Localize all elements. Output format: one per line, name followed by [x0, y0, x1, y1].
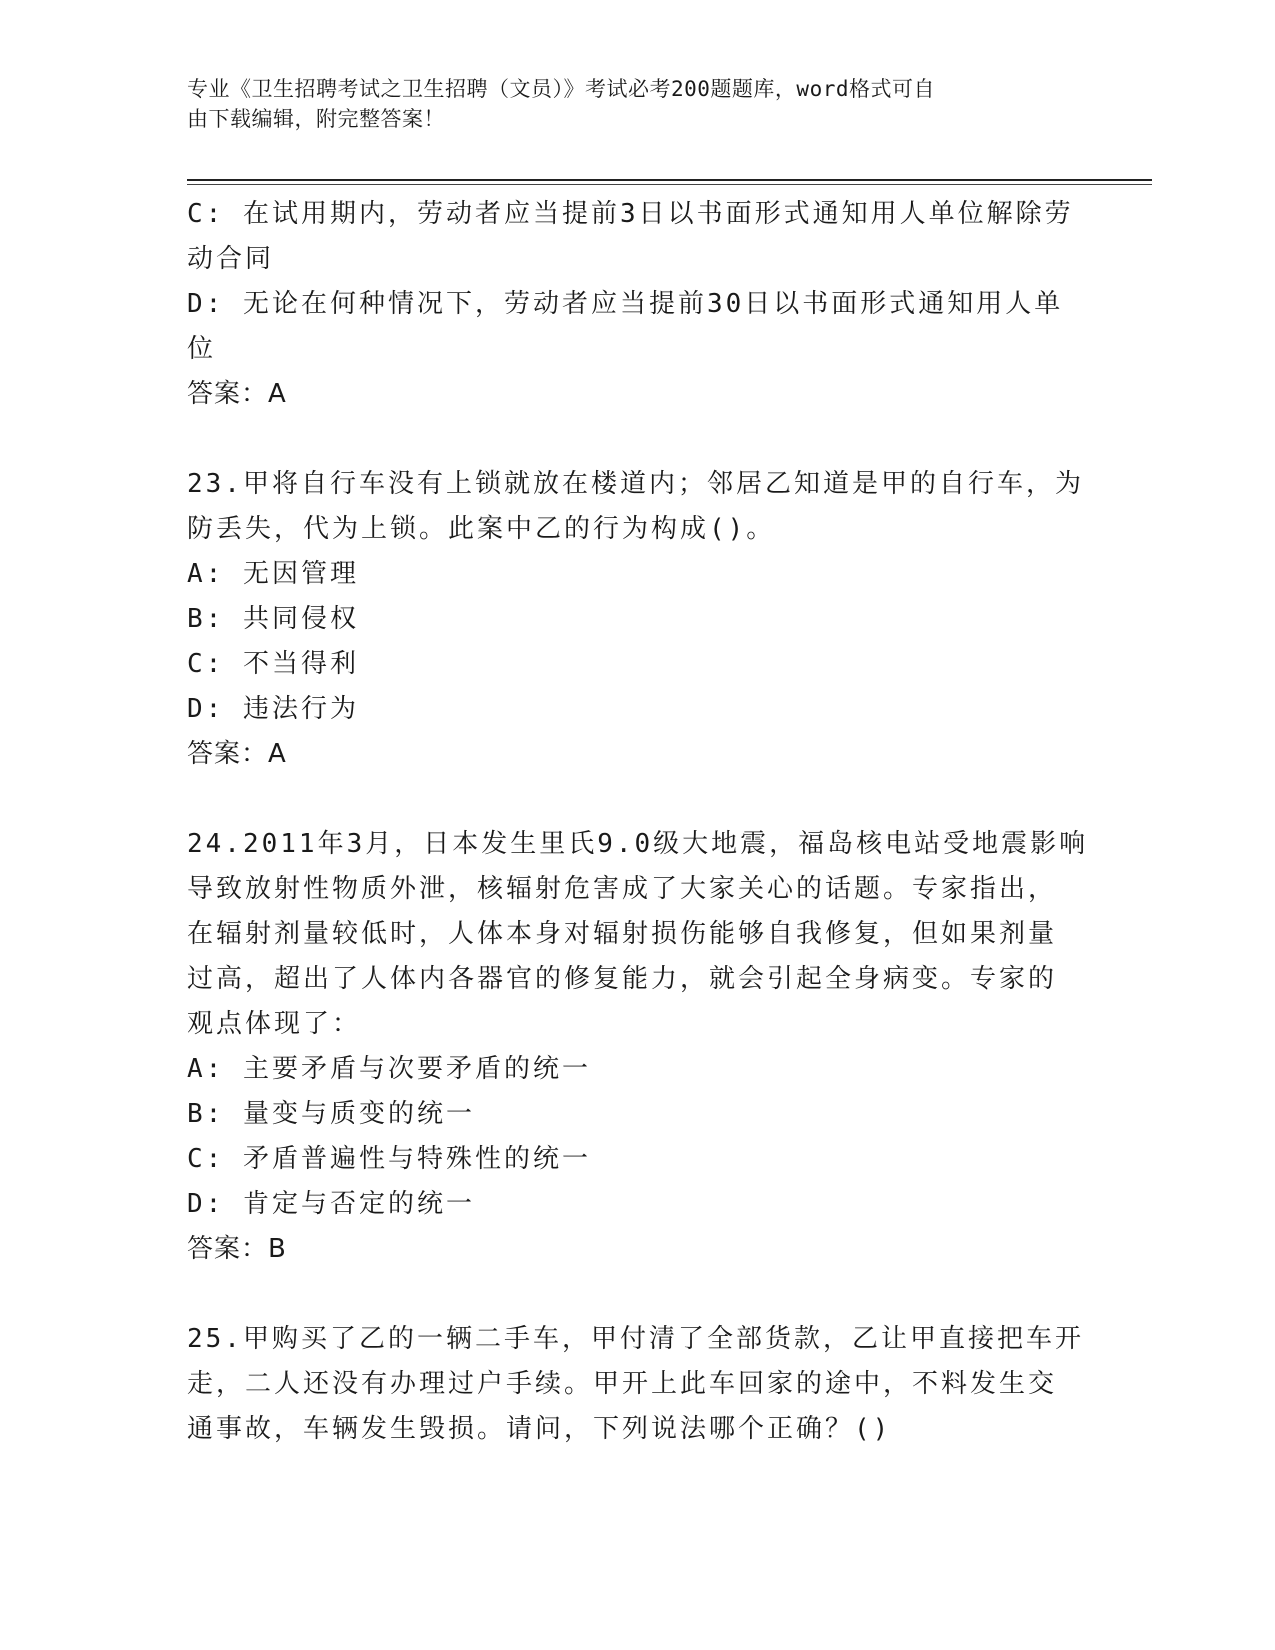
question-23	[187, 462, 1087, 777]
option-b: B: 量变与质变的统一	[187, 1099, 475, 1129]
option-b: B: 共同侵权	[187, 604, 359, 634]
question-stem: 导致放射性物质外泄，核辐射危害成了大家关心的话题。专家指出，	[187, 874, 1058, 904]
answer: 答案：A	[187, 739, 287, 769]
option-c: C: 不当得利	[187, 649, 359, 679]
question-stem: 通事故，车辆发生毁损。请问，下列说法哪个正确？()	[187, 1414, 892, 1444]
header-divider-thin	[187, 184, 1152, 185]
previous-question-continuation	[187, 192, 1087, 417]
question-24	[187, 822, 1087, 1272]
question-stem: 23.甲将自行车没有上锁就放在楼道内；邻居乙知道是甲的自行车，为	[187, 469, 1084, 499]
question-stem: 在辐射剂量较低时，人体本身对辐射损伤能够自我修复，但如果剂量	[187, 919, 1058, 949]
answer: 答案：A	[187, 379, 287, 409]
option-d-continued: 位	[187, 334, 217, 364]
option-d: D: 无论在何种情况下，劳动者应当提前30日以书面形式通知用人单	[187, 289, 1064, 319]
question-stem: 25.甲购买了乙的一辆二手车，甲付清了全部货款，乙让甲直接把车开	[187, 1324, 1084, 1354]
option-a: A: 无因管理	[187, 559, 359, 589]
question-stem: 观点体现了：	[187, 1009, 362, 1039]
header-divider-thick	[187, 179, 1152, 181]
option-c: C: 在试用期内，劳动者应当提前3日以书面形式通知用人单位解除劳	[187, 199, 1074, 229]
answer: 答案：B	[187, 1234, 287, 1264]
header-line-2: 由下载编辑，附完整答案！	[187, 107, 445, 131]
question-stem: 防丢失，代为上锁。此案中乙的行为构成()。	[187, 514, 776, 544]
question-stem: 24.2011年3月，日本发生里氏9.0级大地震，福岛核电站受地震影响	[187, 829, 1089, 859]
option-d: D: 违法行为	[187, 694, 359, 724]
option-d: D: 肯定与否定的统一	[187, 1189, 475, 1219]
question-stem: 过高，超出了人体内各器官的修复能力，就会引起全身病变。专家的	[187, 964, 1058, 994]
header-line-1: 专业《卫生招聘考试之卫生招聘（文员）》考试必考200题题库，word格式可自	[187, 77, 935, 101]
document-body	[187, 192, 1087, 1452]
question-stem: 走，二人还没有办理过户手续。甲开上此车回家的途中，不料发生交	[187, 1369, 1058, 1399]
document-header	[187, 74, 1067, 134]
option-a: A: 主要矛盾与次要矛盾的统一	[187, 1054, 591, 1084]
question-25	[187, 1317, 1087, 1452]
option-c: C: 矛盾普遍性与特殊性的统一	[187, 1144, 591, 1174]
option-c-continued: 动合同	[187, 244, 275, 274]
